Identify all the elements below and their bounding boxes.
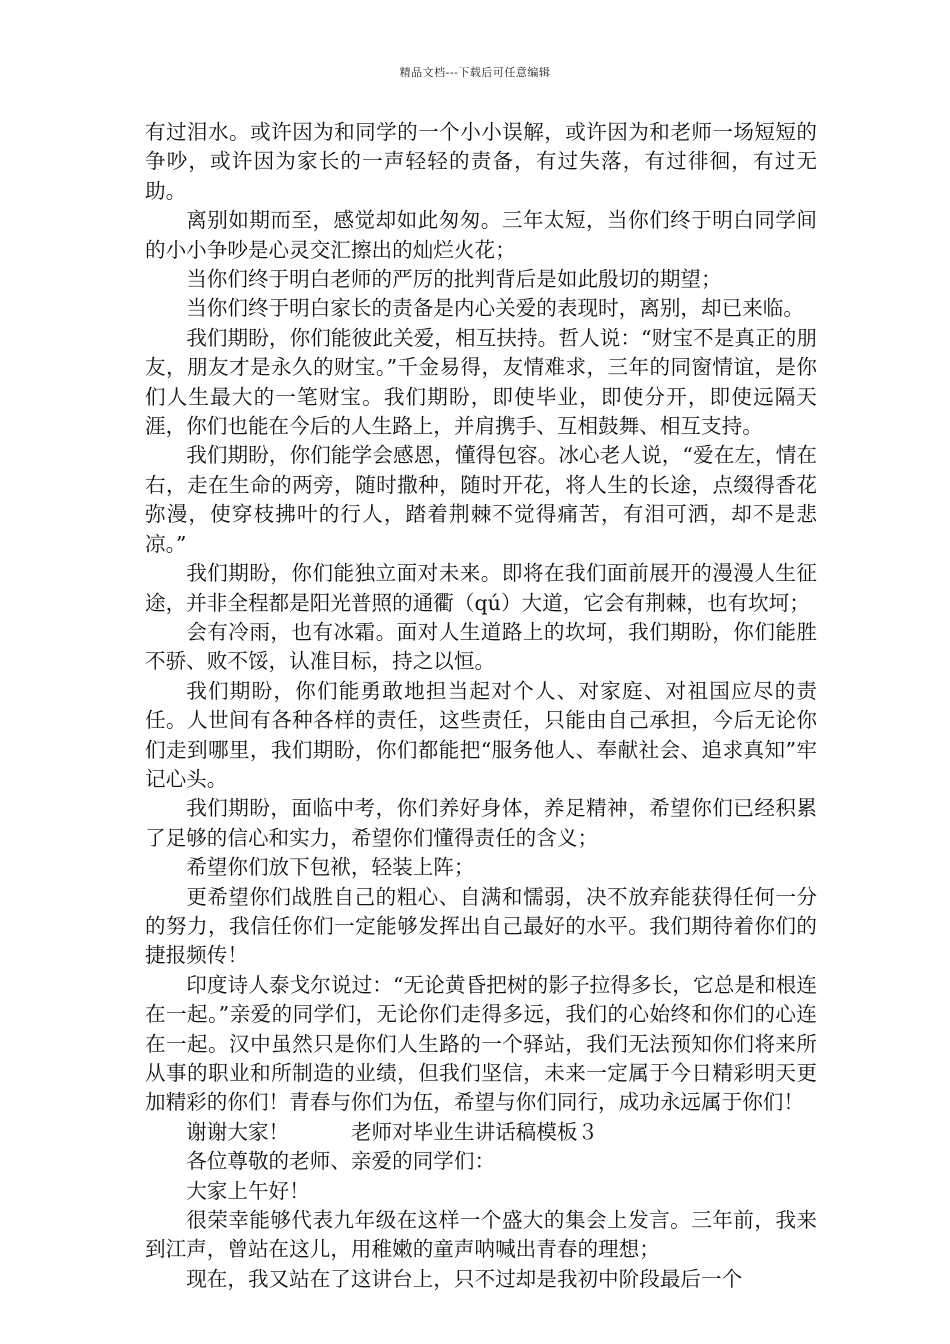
paragraph: 谢谢大家！ 老师对毕业生讲话稿模板３ <box>186 1119 599 1144</box>
paragraph: 大家上午好！ <box>186 1178 310 1203</box>
paragraph: 更希望你们战胜自己的粗心、自满和懦弱，决不放弃能获得任何一分的努力，我信任你们一定能够发挥出自己最好的水平。我们期待着你们的捷报频传！ <box>145 884 817 968</box>
paragraph: 我们期盼，你们能勇敢地担当起对个人、对家庭、对祖国应尽的责任。人世间有各种各样的责任，这些责任，只能由自己承担，今后无论你们走到哪里，我们期盼，你们都能把“服务他人、奉献社会、追求真知”牢记心头。 <box>145 678 817 791</box>
paragraph: 希望你们放下包袱，轻装上阵； <box>186 855 475 880</box>
paragraph: 很荣幸能够代表九年级在这样一个盛大的集会上发言。三年前，我来到江声，曾站在这儿，用稚嫩的童声呐喊出青春的理想； <box>145 1208 817 1262</box>
page-header: 精品文档---下载后可任意编辑 <box>399 66 551 79</box>
document-body <box>145 118 817 1294</box>
paragraph: 离别如期而至，感觉却如此匆匆。三年太短，当你们终于明白同学间的小小争吵是心灵交汇擦出的灿烂火花； <box>145 208 817 262</box>
paragraph: 我们期盼，你们能彼此关爱，相互扶持。哲人说：“财宝不是真正的朋友，朋友才是永久的财宝。”千金易得，友情难求，三年的同窗情谊，是你们人生最大的一笔财宝。我们期盼，即使毕业，即使分开，即使远隔天涯，你们也能在今后的人生路上，并肩携手、互相鼓舞、相互支持。 <box>145 325 817 439</box>
paragraph: 有过泪水。或许因为和同学的一个小小误解，或许因为和老师一场短短的争吵，或许因为家长的一声轻轻的责备，有过失落，有过徘徊，有过无助。 <box>145 120 817 203</box>
paragraph: 当你们终于明白家长的责备是内心关爱的表现时，离别，却已来临。 <box>186 296 804 321</box>
paragraph: 我们期盼，你们能独立面对未来。即将在我们面前展开的漫漫人生征途，并非全程都是阳光普照的通衢（qú）大道，它会有荆棘，也有坎坷； <box>145 561 817 615</box>
paragraph: 我们期盼，你们能学会感恩，懂得包容。冰心老人说，“爱在左，情在右，走在生命的两旁，随时撒种，随时开花，将人生的长途，点缀得香花弥漫，使穿枝拂叶的行人，踏着荆棘不觉得痛苦，有泪可洒，却不是悲凉。” <box>145 443 817 556</box>
paragraph: 印度诗人泰戈尔说过：“无论黄昏把树的影子拉得多长，它总是和根连在一起。”亲爱的同学们，无论你们走得多远，我们的心始终和你们的心连在一起。汉中虽然只是你们人生路的一个驿站，我们无法预知你们将来所从事的职业和所制造的业绩，但我们坚信，未来一定属于今日精彩明天更加精彩的你们！青春与你们为伍，希望与你们同行，成功永远属于你们！ <box>145 972 817 1115</box>
paragraph: 各位尊敬的老师、亲爱的同学们： <box>186 1149 496 1174</box>
paragraph: 现在，我又站在了这讲台上，只不过却是我初中阶段最后一个 <box>186 1266 743 1291</box>
paragraph: 会有冷雨，也有冰霜。面对人生道路上的坎坷，我们期盼，你们能胜不骄、败不馁，认准目标，持之以恒。 <box>145 619 817 674</box>
paragraph: 当你们终于明白老师的严厉的批判背后是如此殷切的期望； <box>186 267 722 292</box>
paragraph: 我们期盼，面临中考，你们养好身体，养足精神，希望你们已经积累了足够的信心和实力，希望你们懂得责任的含义； <box>145 796 817 850</box>
